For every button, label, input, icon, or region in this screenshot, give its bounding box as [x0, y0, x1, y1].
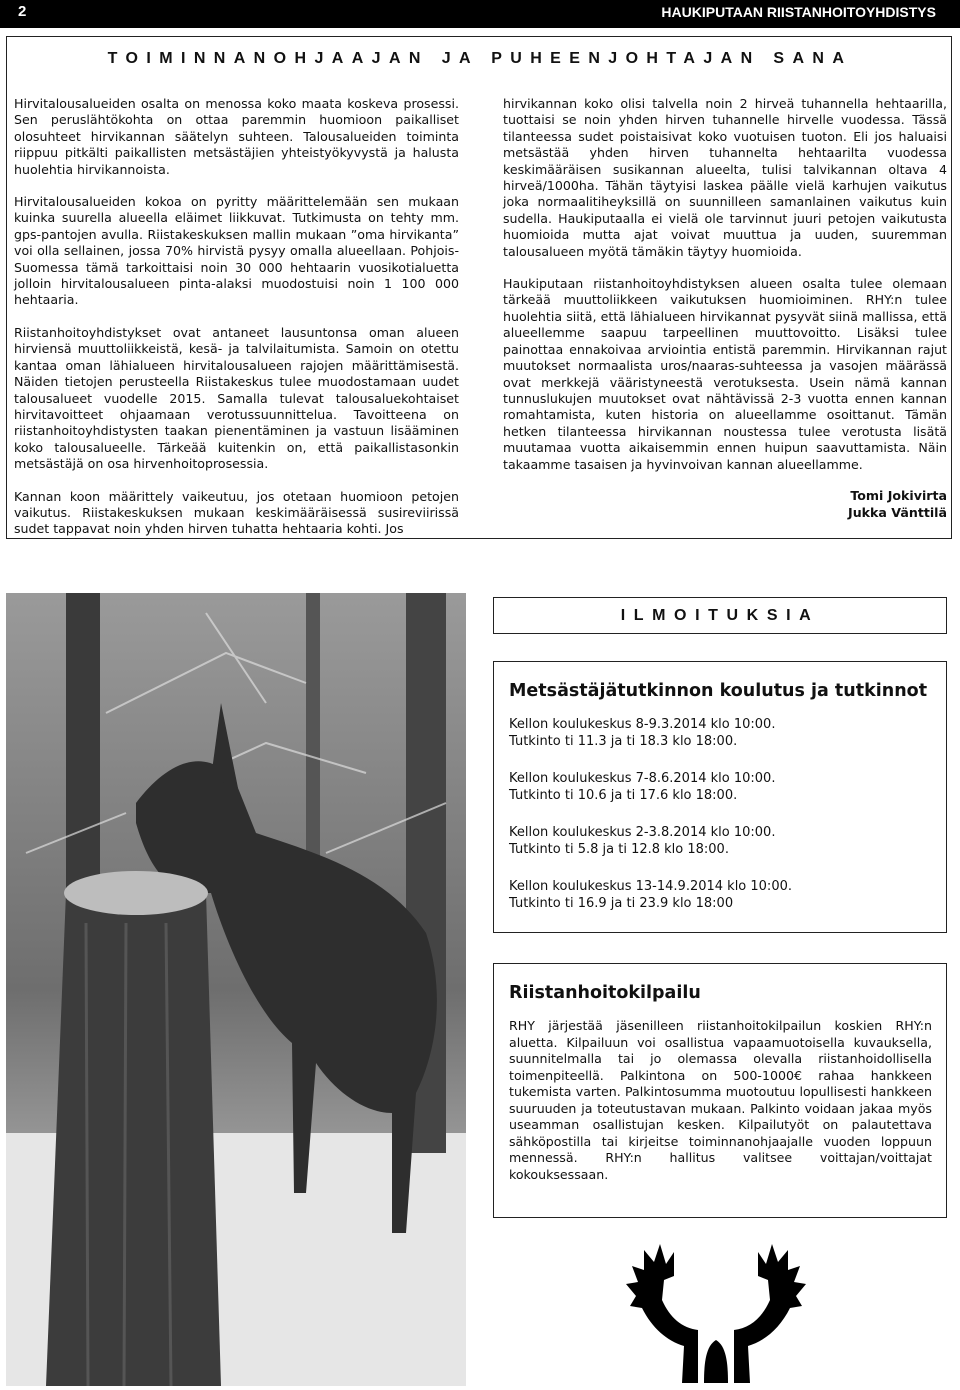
competition-ad-text: RHY järjestää jäsenilleen riistanhoitokilpailun koskien RHY:n aluetta. Kilpailuun voi osallistua vapaamuotoisella kuvauksella, suunnitelmalla tai jo olemassa olevalla riistanhoidollisella toimenpiteellä. Palkintona on 500-1000€ rahaa hankkeen tukemista varten. Palkintosumma muotoutuu lopullisesti hankkeen suuruuden ja toteutustavan mukaan. Palkinto voidaan jakaa myös useamman osallistujan kesken. Kilpailutyöt on palautettava sähköpostilla tai kirjeitse toiminnanohjaajalle vuoden loppuun mennessä. RHY:n hallitus valitsee voittajan/voittajat kokouksessaan.: [509, 1018, 932, 1182]
article-right-column: [503, 96, 947, 521]
page-number: 2: [18, 3, 27, 20]
article-paragraph: Kannan koon määrittely vaikeutuu, jos otetaan huomioon petojen vaikutus. Riistakeskuksen mukaan keskimääräisessä susireviirissä sudet tappavat noin yhden hirven tuhatta hehtaaria kohti. Jos: [14, 488, 459, 537]
signature-name: Tomi Jokivirta: [850, 487, 947, 503]
exam-session: Tutkinto ti 10.6 ja ti 17.6 klo 18:00.: [509, 788, 738, 803]
antler-logo-icon: [622, 1236, 810, 1383]
competition-ad-title: Riistanhoitokilpailu: [509, 983, 701, 1003]
signature-name: Jukka Vänttilä: [848, 504, 947, 520]
article-paragraph: Hirvitalousalueiden osalta on menossa koko maata koskeva prosessi. Sen peruslähtökohta on ottaa paremmin huomioon paikalliset olosuhteet hirvikannan säätelyn suhteen. Talousalueiden toiminta riippuu pitkälti paikallisten metsästäjien yhteistyökyvystä ja halusta huolehtia hirvikannoista.: [14, 96, 459, 177]
course-session: Kellon koulukeskus 2-3.8.2014 klo 10:00.: [509, 825, 776, 840]
course-session: Kellon koulukeskus 7-8.6.2014 klo 10:00.: [509, 771, 776, 786]
article-title: TOIMINNANOHJAAJAN JA PUHEENJOHTAJAN SANA: [107, 50, 853, 67]
article-paragraph: hirvikannan koko olisi talvella noin 2 hirveä tuhannella hehtaarilla, tuottaisi se noin yhden hirven tuhannelle hirvelle vuodessa. Tässä tilanteessa sudet poistaisivat koko vuotuisen tuoton. Eli jos haluaisi metsästää yhden hirven tuhannelta hehtaarilta vuodessa keskimääräisen susikannan alueelta, tulisi talvikannan oltava 4 hirveä/1000ha. Tähän täytyisi laskea päälle vielä karhujen vaikutus joka normaalitiheyksillä on suunnilleen samanlainen vaikutus kuin sudella. Haukiputaalla ei vielä ole tarvinnut juuri petojen vaikutusta huomioida mutta ajat voivat muuttua ja uuden, suuremman talousalueen myötä tämäkin täytyy huomioida.: [503, 96, 947, 259]
course-session: Kellon koulukeskus 8-9.3.2014 klo 10:00.: [509, 717, 776, 732]
ads-header: ILMOITUKSIA: [493, 597, 947, 634]
exam-session: Tutkinto ti 16.9 ja ti 23.9 klo 18:00: [509, 896, 734, 911]
signatures: [503, 487, 947, 521]
course-session: Kellon koulukeskus 13-14.9.2014 klo 10:00.: [509, 879, 792, 894]
exam-session: Tutkinto ti 5.8 ja ti 12.8 klo 18:00.: [509, 842, 729, 857]
competition-ad: [493, 963, 947, 1218]
article-paragraph: Riistanhoitoyhdistykset ovat antaneet lausuntonsa oman alueen hirviensä muuttoliikkeistä, kesä- ja talvilaitumista. Samoin on otettu kantaa oman lähialueen hirvitalousalueen rajojen määrittämisestä. Näiden tietojen perusteella Riistakeskus tulee muodostamaan uudet talousalueet vuodelle 2015. Samalla tulevat talousaluekohtaiset hirvitavoitteet ohjaamaan verotussuunnittelua. Tavoitteena on riistanhoitoyhdistysten taakan pienentäminen ja vastuun lisääminen koko talousalueelle. Tärkeää kuitenkin on, että paikallistasonkin metsästäjä on osa hirvenhoitoprosessia.: [14, 324, 459, 472]
page-header-bar: [0, 0, 960, 28]
course-ad: [493, 661, 947, 933]
organization-name: HAUKIPUTAAN RIISTANHOITOYHDISTYS: [661, 4, 936, 20]
course-ad-title: Metsästäjätutkinnon koulutus ja tutkinnot: [509, 681, 928, 701]
article-left-column: [14, 96, 459, 554]
article-paragraph: Haukiputaan riistanhoitoyhdistyksen alueen osalta tulee olemaan tärkeää muuttoliikkeen vaikutuksen huomioiminen. RHY:n tulee huolehtia siitä, että lähialueen hirvikannat pysyvät siinä mallissa, että alueellemme saapuu tarpeellinen muuttovoitto. Lisäksi tulee painottaa ennakoivaa arviointia entistä paremmin. Hirvikannan rajut muutokset normaalista uros/naaras-suhteessa ja vasojen määrässä ovat merkkejä vääristyneestä verotuksesta. Usein nämä kannan tunnuslukujen muutokset ovat nähtävissä 2-3 vuotta ennen kannan romahtamista, kuten historia on alueellamme osoittanut. Tämän hetken tilanteessa hirvikannan noustessa tulee verotusta lisätä muutamaa vuotta aikaisemmin ennen huipun saavuttamista. Näin takaamme tasaisen ja hyvinvoivan kannan alueellamme.: [503, 276, 947, 472]
exam-session: Tutkinto ti 11.3 ja ti 18.3 klo 18:00.: [509, 734, 738, 749]
deer-photo: [6, 593, 466, 1386]
article-paragraph: Hirvitalousalueiden kokoa on pyritty määrittelemään sen mukaan kuinka suurella alueella eläimet liikkuvat. Tutkimusta on tehty mm. gps-pantojen avulla. Riistakeskuksen mallin mukaan ”oma hirvikanta” voi olla sellainen, jossa 70% hirvistä pysyy omalla alueellaan. Pohjois-Suomessa tämä tarkoittaisi noin 30 000 hehtaarin vuosikotialuetta jolloin hirvitalousalueen pinta-alaksi muodostuisi noin 1 100 000 hehtaaria.: [14, 194, 459, 308]
